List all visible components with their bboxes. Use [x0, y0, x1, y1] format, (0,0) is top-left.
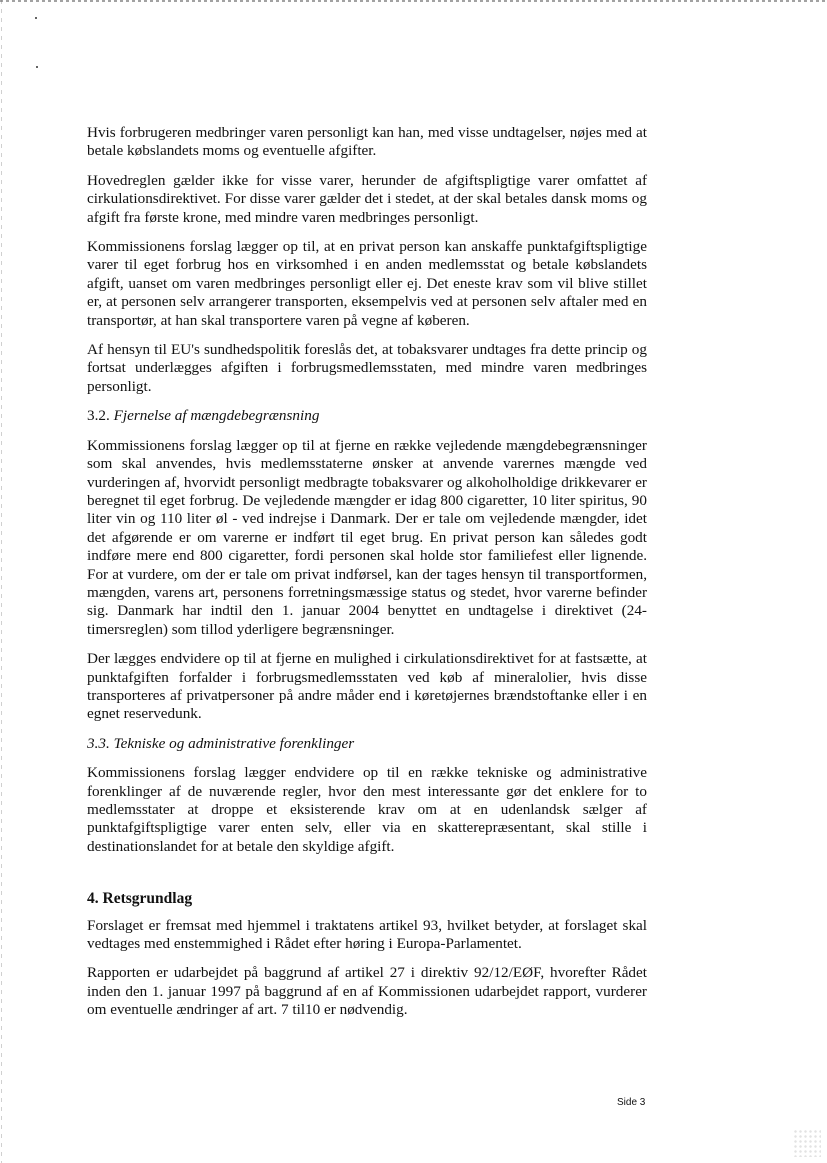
paragraph: Der lægges endvidere op til at fjerne en mulighed i cirkulationsdirektivet for at fastsætte, at punktafgiften forfalder i forbrugsmedlemsstaten ved køb af mineralolier, hvis disse transporteres af privatpersoner på andre måder end i køretøjernes brændstoftanke eller i en egnet reservedunk. [87, 650, 647, 723]
page-number: Side 3 [617, 1097, 646, 1108]
scan-speck [36, 66, 38, 68]
scan-border-top [0, 0, 827, 2]
scan-speck [35, 17, 37, 19]
document-body [87, 124, 647, 1031]
paragraph: Hovedreglen gælder ikke for visse varer, herunder de afgiftspligtige varer omfattet af cirkulationsdirektivet. For disse varer gælder det i stedet, at der skal betales dansk moms og afgift fra første krone, med mindre varen medbringes personligt. [87, 171, 647, 226]
section-title: Tekniske og administrative forenklinger [113, 734, 355, 752]
section-title: Fjernelse af mængdebegrænsning [113, 407, 320, 425]
scan-corner-noise [793, 1129, 821, 1157]
section-heading-3-2 [87, 407, 647, 425]
scan-border-left [1, 0, 2, 1163]
paragraph: Kommissionens forslag lægger endvidere op til en række tekniske og administrative forenklinger af de nuværende regler, hvor den mest interessante gør det enklere for to medlemsstater at droppe et eksisterende krav om at en udenlandsk sælger af punktafgiftspligtige varer enten selv, eller via en skatterepræsentant, skal stille i destinationslandet for at betale den skyldige afgift. [87, 764, 647, 855]
paragraph: Hvis forbrugeren medbringer varen personligt kan han, med visse undtagelser, nøjes med at betale købslandets moms og eventuelle afgifter. [87, 124, 647, 160]
paragraph: Kommissionens forslag lægger op til at fjerne en række vejledende mængdebegrænsninger som skal anvendes, hvis medlemsstaterne ønsker at anvende varernes mængde ved vurderingen af, hvorvidt personligt medbragte tobaksvarer og alkoholholdige drikkevarer er beregnet til eget forbrug. De vejledende mængder er idag 800 cigaretter, 10 liter spiritus, 90 liter vin og 110 liter øl - ved indrejse i Danmark. Der er tale om vejledende mængder, idet det afgørende er om varerne er indført til eget brug. En privat person kan således godt indføre mere end 800 cigaretter, fordi personen skal holde stor familiefest eller lignende. For at vurdere, om der er tale om privat indførsel, kan der tages hensyn til transportformen, mængden, varens art, personens forretningsmæssige status og stedet, hvor varerne befinder sig. Danmark har indtil den 1. januar 2004 benyttet en undtagelse i direktivet (24-timersreglen) som tillod yderligere begrænsninger. [87, 436, 647, 638]
section-heading-4: 4. Retsgrundlag [87, 890, 193, 908]
section-number: 3.3. [87, 734, 110, 752]
section-heading-3-3 [87, 735, 647, 753]
paragraph: Rapporten er udarbejdet på baggrund af artikel 27 i direktiv 92/12/EØF, hvorefter Rådet inden den 1. januar 1997 på baggrund af en af Kommissionen udarbejdet rapport, vurderer om eventuelle ændringer af art. 7 til10 er nødvendig. [87, 964, 647, 1019]
section-number: 3.2. [87, 407, 110, 425]
paragraph: Af hensyn til EU's sundhedspolitik foreslås det, at tobaksvarer undtages fra dette princip og fortsat underlægges afgiften i forbrugsmedlemsstaten, med mindre varen medbringes personligt. [87, 341, 647, 395]
paragraph: Forslaget er fremsat med hjemmel i traktatens artikel 93, hvilket betyder, at forslaget skal vedtages med enstemmighed i Rådet efter høring i Europa-Parlamentet. [87, 916, 647, 953]
paragraph: Kommissionens forslag lægger op til, at en privat person kan anskaffe punktafgiftspligtige varer til eget forbrug hos en virksomhed i en anden medlemsstat og betale købslandets afgift, uanset om varen medbringes personligt eller ej. Det eneste krav som vil blive stillet er, at personen selv arrangerer transporten, eksempelvis ved at personen selv aftaler med en transportør, at han skal transportere varen på vegne af køberen. [87, 238, 647, 329]
